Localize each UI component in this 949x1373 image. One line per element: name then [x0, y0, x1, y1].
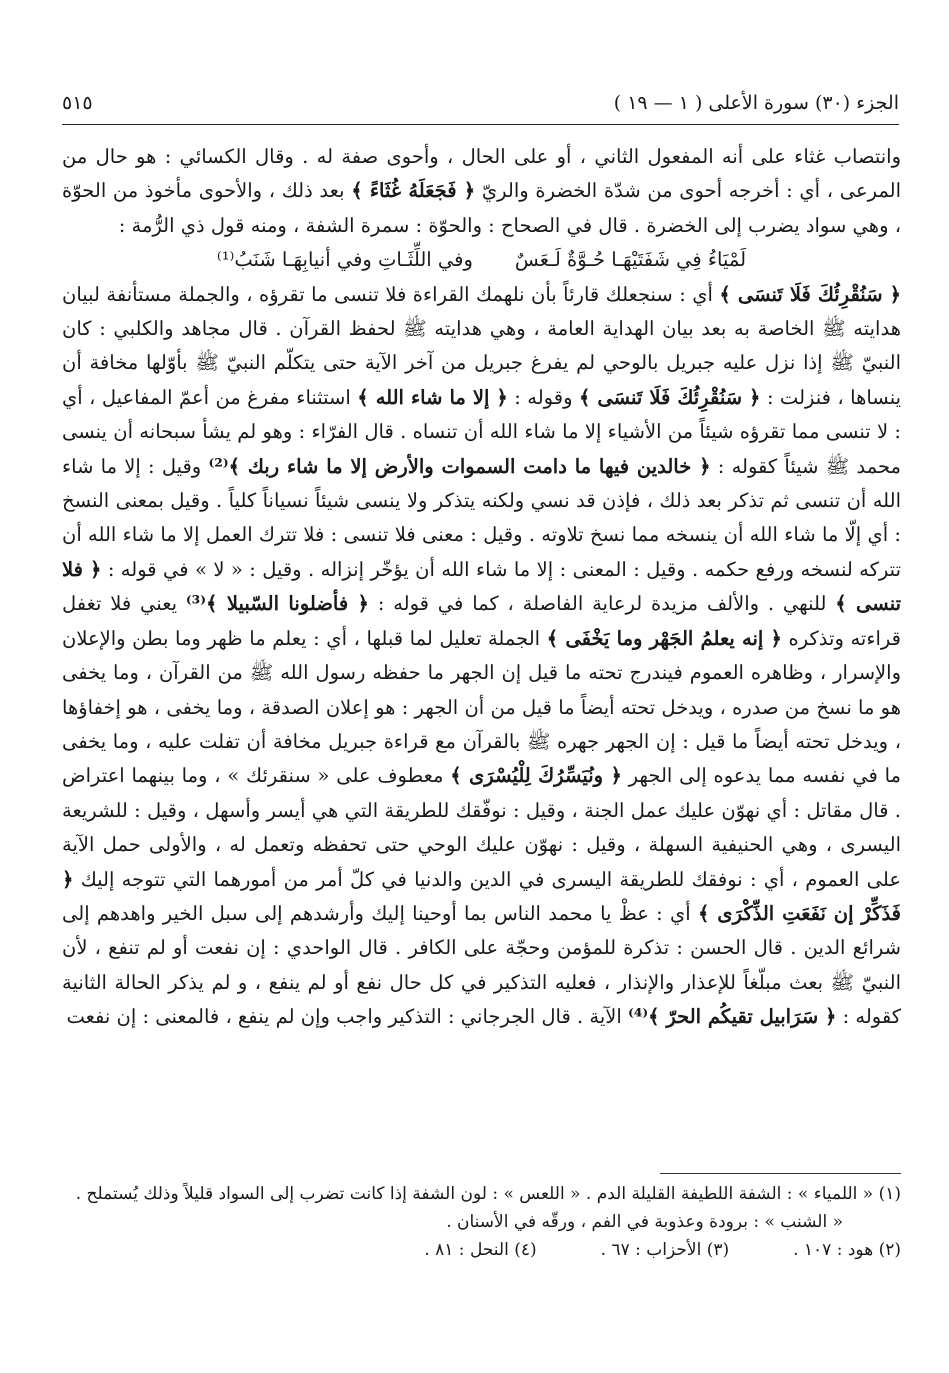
text-segment: أي : سنجعلك قارئاً بأن نلهمك القراءة فلا تنسى ما تقرؤه ، والجملة مستأنفة لبيان هدايته ﷺ الخاصة به بعد بيان الهداية العامة ، وهي هدايته ﷺ لحفظ القرآن . قال مجاهد والكلبي : كان النبيّ ﷺ إذا نزل عليه جبريل بالوحي لم يفرغ جبريل من آخر الآية حتى يتكلّم النبيّ ﷺ بأوّلها مخافة أن ينساها ، فنزلت :	[62, 282, 901, 409]
quran-quote: ﴿ فَذَكِّرْ إن نَفَعَتِ الذِّكْرَى ﴾	[62, 867, 901, 925]
quran-quote: ﴿ إلا ما شاء الله ﴾	[357, 385, 508, 409]
header-title: الجزء (٣٠) سورة الأعلى ( ١ — ١٩ )	[613, 92, 899, 114]
footnote-2: (٢) هود : ١٠٧ .	[793, 1240, 901, 1260]
text-segment: وقيل : إلا ما شاء الله أن تنسى ثم تذكر بعد ذلك ، فإذن قد نسي ولكنه يتذكر ولا ينسى شيئاً نسياناً كلياً . وقيل بمعنى النسخ : أي إلّا ما شاء الله أن ينسخه مما نسخ تلاوته . وقيل : معنى فلا تنسى : فلا تترك العمل إلا ما شاء الله أن تتركه لنسخه ورفع حكمه . وقيل : المعنى : إلا ما شاء الله أن يؤخّر إنزاله . وقيل : « لا » في قوله :	[62, 454, 901, 581]
paragraph-1	[62, 140, 901, 243]
quran-quote: ﴿ خالدين فيها ما دامت السموات والأرض إلا ما شاء ربك ﴾⁽²⁾	[208, 454, 711, 478]
text-segment: معطوف على « سنقرئك » ، وما بينهما اعتراض . قال مقاتل : أي نهوّن عليك عمل الجنة ، وقيل : نوفّقك للطريقة التي هي أيسر وأسهل ، وقيل : للشريعة اليسرى ، وهي الحنيفية السهلة ، وقيل : نهوّن عليك الوحي حتى تحفظه وتعمل له ، والأولى حمل الآية على العموم ، أي : نوفقك للطريقة اليسرى في الدين والدنيا في كلّ أمر من أمورهما التي تتوجه إليك	[62, 764, 901, 891]
footnote-1-continuation: « الشنب » : برودة وعذوبة في الفم ، ورقّه في الأسنان .	[446, 1212, 843, 1232]
quran-quote: ﴿ فلا تنسى ﴾	[62, 557, 901, 616]
text-segment: بعد ذلك ، والأحوى مأخوذ من الحوّة ، وهي سواد يضرب إلى الخضرة . قال في الصحاح : والحوّة : سمرة الشفة ، ومنه قول ذي الرُّمة :	[62, 179, 901, 237]
footnote-3: (٣) الأحزاب : ٦٧ .	[600, 1240, 730, 1260]
page-number: ٥١٥	[62, 92, 93, 114]
quran-quote: ﴿ فأضلونا السّبيلا ﴾⁽³⁾	[185, 592, 369, 616]
text-segment: الجملة تعليل لما قبلها ، أي : يعلم ما ظهر وما بطن والإعلان والإسرار ، وظاهره العموم فيندرج تحته ما قيل إن الجهر ما حفظه رسول الله ﷺ من القرآن ، وما يخفى هو ما نسخ من صدره ، ويدخل تحته أيضاً ما قيل من أن الجهر : هو إعلان الصدقة ، وما يخفى ، هو إخفاؤها ، ويدخل تحته أيضاً ما قيل : إن الجهر جهره ﷺ بالقرآن مع قراءة جبريل مخافة أن تفلت عليه ، وما يخفى ما في نفسه مما يدعوه إلى الجهر	[62, 626, 901, 788]
text-segment: وانتصاب غثاء على أنه المفعول الثاني ، أو على الحال ، وأحوى صفة له . وقال الكسائي : هو حال من المرعى ، أي : أخرجه أحوى من شدّة الخضرة والريّ	[62, 145, 901, 203]
text-segment: وقوله :	[514, 385, 573, 409]
verse-first-hemistich: لَمْيَاءُ فِي شَفَتَيْهَـا حُـوَّةٌ لَـعَسٌ	[514, 248, 747, 272]
quran-quote: ﴿ سَرَابيل تقيكُم الحرّ ﴾⁽⁴⁾	[628, 1005, 837, 1029]
quran-quote: ﴿ فَجَعَلَهُ غُثَاءً ﴾	[351, 179, 476, 203]
quran-quote: ﴿ إنه يعلمُ الجَهْر وما يَخْفَى ﴾	[546, 626, 782, 650]
footnotes	[62, 1180, 901, 1264]
main-text	[62, 140, 901, 1175]
text-segment: للنهي . والألف مزيدة لرعاية الفاصلة ، كما في قوله :	[377, 592, 827, 616]
poetry-verse	[62, 243, 901, 277]
footnote-4: (٤) النحل : ٨١ .	[424, 1240, 537, 1260]
quran-quote: ﴿ سَنُقْرِئُكَ فَلَا تَنسَى ﴾	[578, 385, 761, 409]
text-segment: أي : عظْ يا محمد الناس بما أوحينا إليك وأرشدهم إلى سبل الخير واهدهم إلى شرائع الدين . قال الحسن : تذكرة للمؤمن وحجّة على الكافر . قال الواحدي : إن نفعت أو لم تنفع ، لأن النبيّ ﷺ بعث مبلّغاً للإعذار والإنذار ، فعليه التذكير في كل حال نفع أو لم ينفع ، و لم يذكر الحالة الثانية كقوله :	[62, 901, 901, 1029]
text-segment: يعني فلا تغفل قراءته وتذكره	[62, 592, 901, 650]
footnote-1: (١) « اللمياء » : الشفة اللطيفة القليلة الدم . « اللعس » : لون الشفة إذا كانت تضرب إلى السواد قليلاً وذلك يُستملح .	[75, 1184, 901, 1204]
header-rule	[62, 124, 899, 125]
running-header	[62, 88, 899, 120]
footnote-row	[62, 1236, 901, 1264]
quran-quote: ﴿ سَنُقْرِئُكَ فَلَا تَنسَى ﴾	[719, 282, 901, 306]
text-segment: الآية . قال الجرجاني : التذكير واجب وإن لم ينفع ، فالمعنى : إن نفعت	[66, 1005, 622, 1029]
paragraph-2	[62, 278, 901, 1035]
quran-quote: ﴿ ونُيَسِّرُكَ لِلْيُسْرَى ﴾	[450, 764, 622, 788]
verse-second-hemistich: وفي اللِّثَـاتِ وفي أنيابِهَـا شَنَبُ⁽¹⁾	[216, 248, 473, 272]
text-segment: استثناء مفرغ من أعمّ المفاعيل ، أي : لا تنسى مما تقرؤه شيئاً من الأشياء إلا ما شاء الله أن تنساه . قال الفرّاء : وهو لم يشأ سبحانه أن ينسى محمد ﷺ شيئاً كقوله :	[62, 385, 901, 478]
footnote-rule	[660, 1173, 901, 1174]
